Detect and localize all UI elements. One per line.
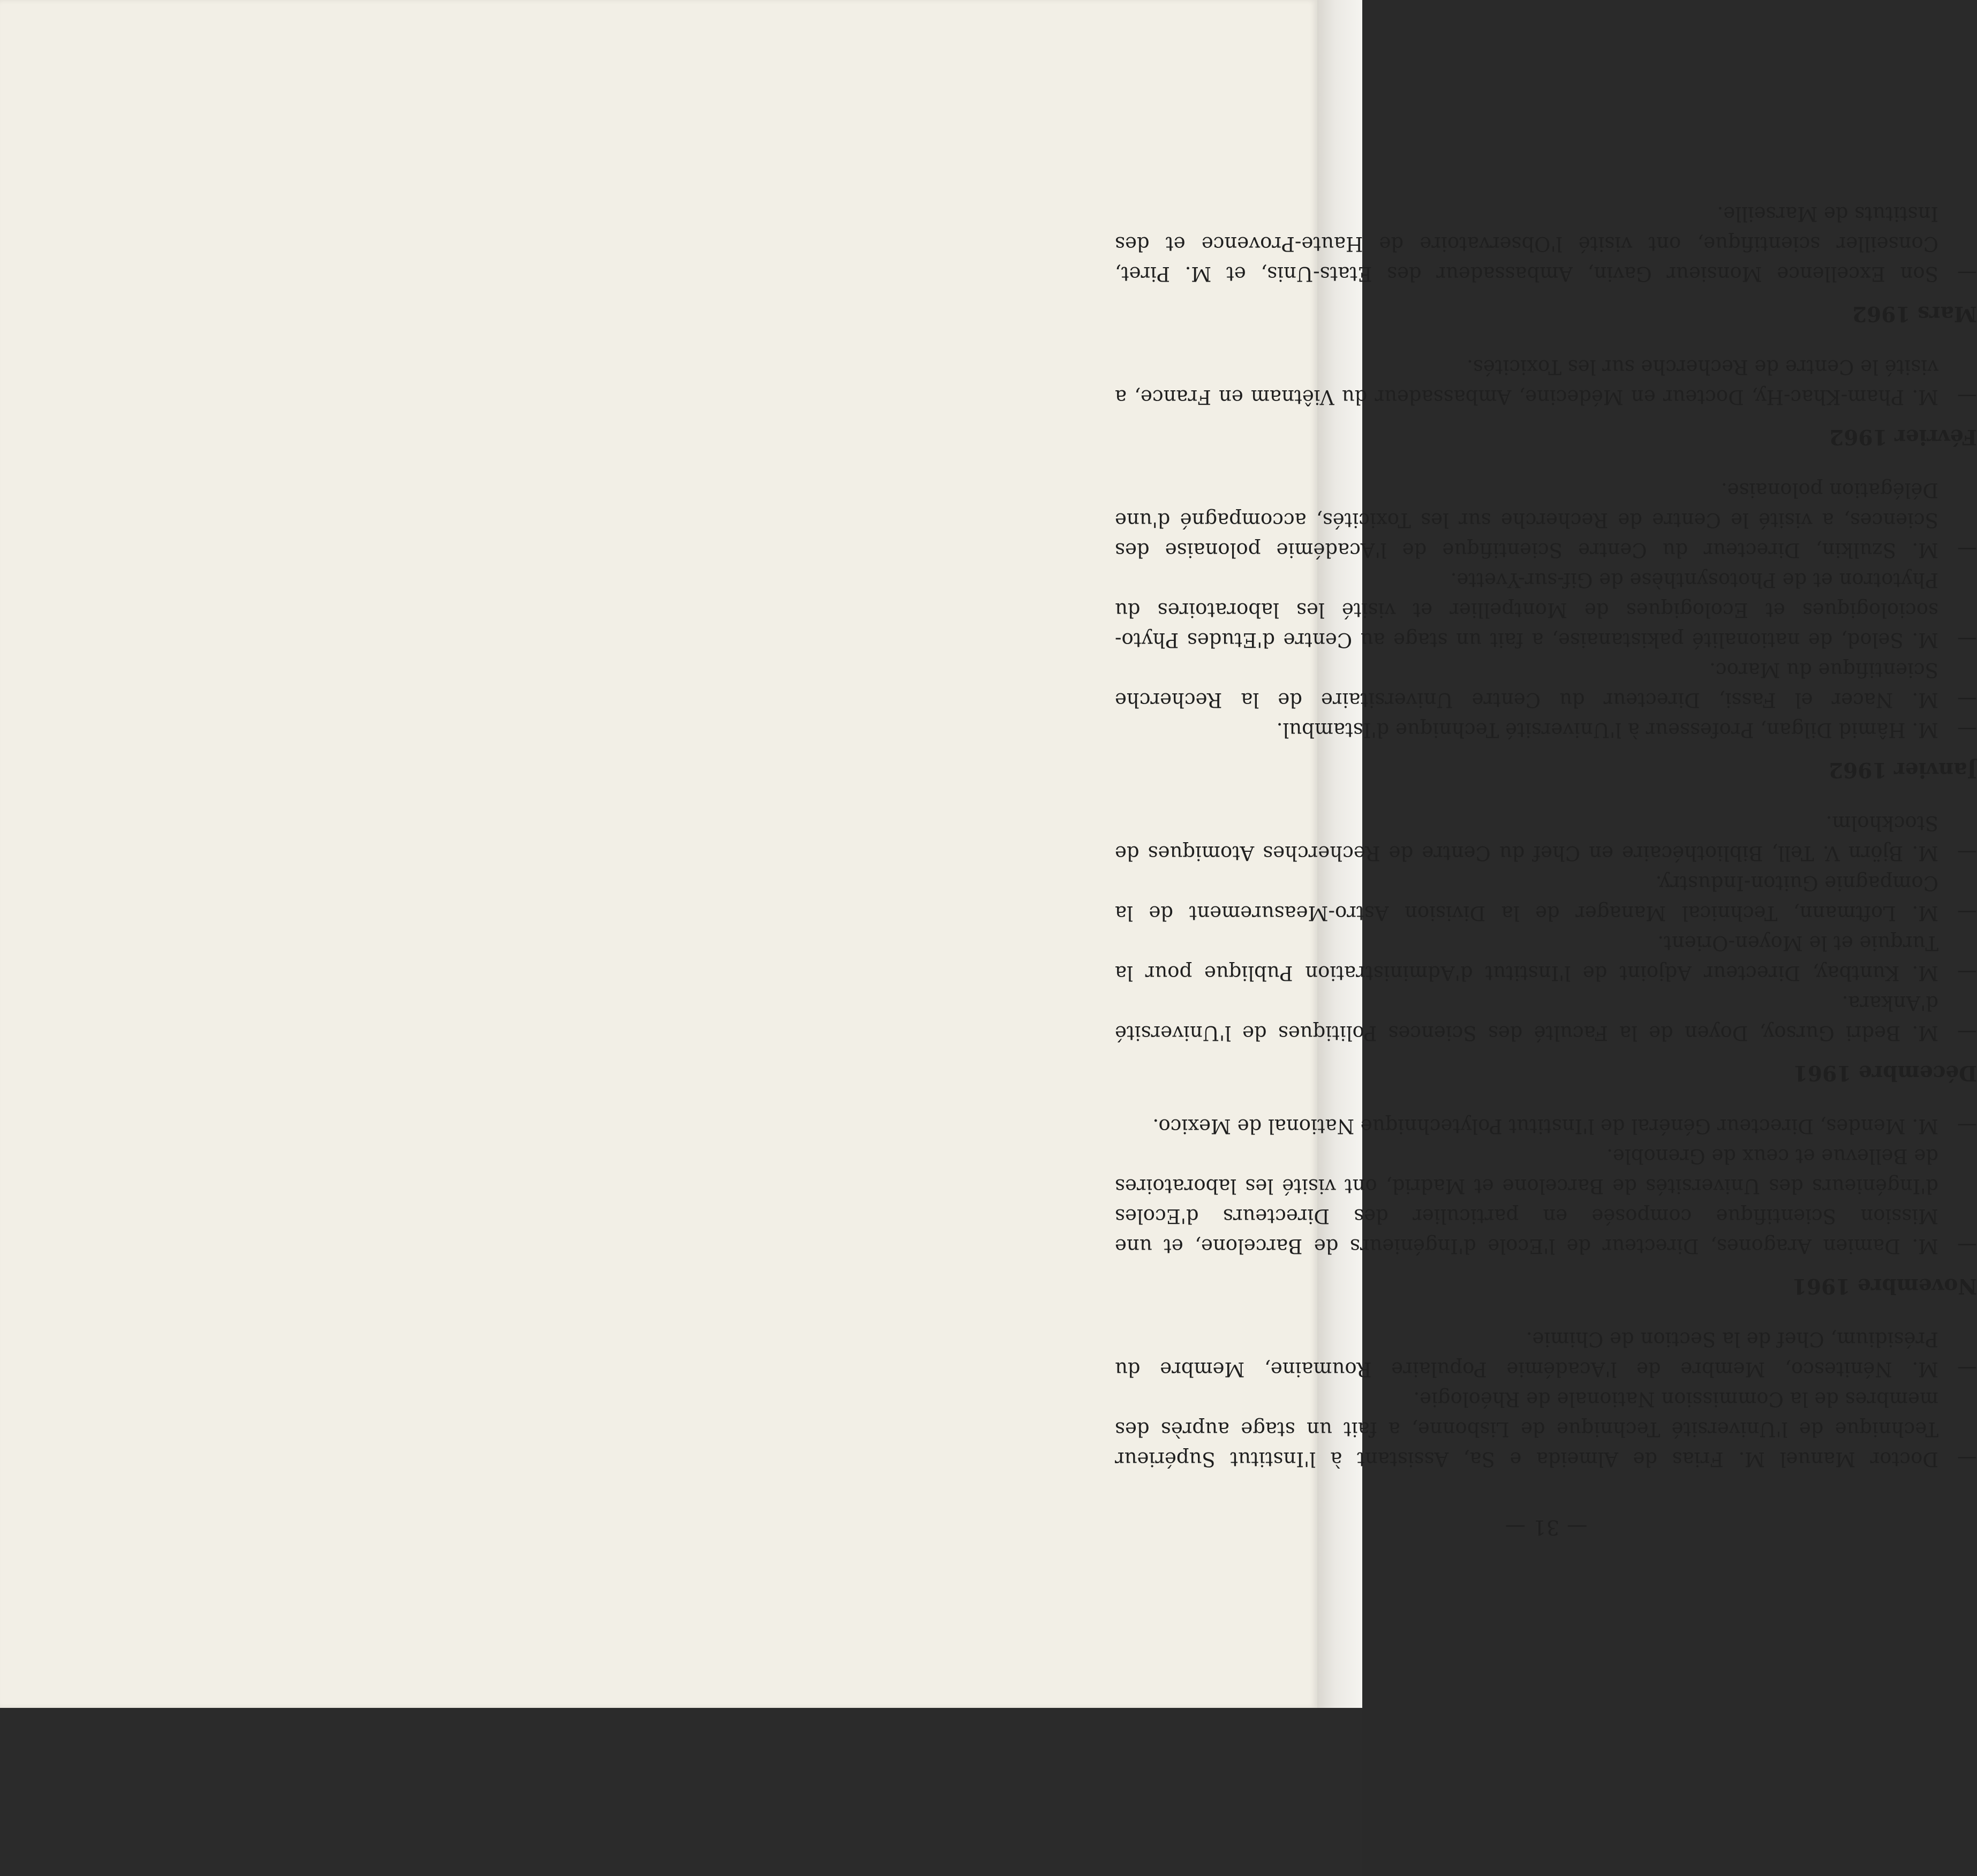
month-heading: Mars 1962 <box>1852 301 1977 326</box>
page-content <box>1115 199 1977 1539</box>
list-item: — M. Selod, de nationalité pakistanaise, a fait un stage au Centre d'Etudes Phyto-sociologiques et Ecologiques de Montpellier et visité les laboratoires du Phytotron et de Photosynthèse de Gif-sur-Yvette. <box>1115 569 1977 652</box>
entry-text: M. Nénitesco, Membre de l'Académie Populaire Roumaine, Membre du Présidium, Chef de la Section de Chimie. <box>1115 1328 1938 1381</box>
entry-text: M. Kuntbay, Directeur Adjoint de l'Institut d'Administration Publique pour la Turquie et le Moyen-Orient. <box>1115 932 1938 985</box>
list-item: — M. Nacer el Fassi, Directeur du Centre Universitaire de la Recherche Scientifique du Maroc. <box>1115 659 1977 712</box>
page-number: — 31 — <box>1504 1516 1588 1539</box>
entry-text: M. Björn V. Tell, Bibliothécaire en Chef du Centre de Recherches Atomiques de Stockholm. <box>1115 812 1938 865</box>
list-item: — M. Szulkin, Directeur du Centre Scientifique de l'Académie polonaise des Sciences, a visité le Centre de Recherche sur les Toxicités, accompagné d'une Délégation polonaise. <box>1115 479 1977 562</box>
list-item: — Doctor Manuel M. Frias de Almeida e Sa, Assistant à l'Institut Supérieur Technique de l'Université Technique de Lisbonne, a fait un stage auprès des membres de la Commission Nationale de Rhéologie. <box>1115 1388 1977 1471</box>
entry-text: M. Szulkin, Directeur du Centre Scientifique de l'Académie polonaise des Sciences, a visité le Centre de Recherche sur les Toxicités, accompagné d'une Délégation polonaise. <box>1115 479 1938 562</box>
list-item: — M. Pham-Khac-Hy, Docteur en Médecine, Ambassadeur du Viêtnam en France, a visité le Centre de Recherche sur les Toxicités. <box>1115 355 1977 409</box>
list-item: — Son Excellence Monsieur Gavin, Ambassadeur des Etats-Unis, et M. Piret, Conseiller scientifique, ont visité l'Observatoire de Haute-Provence et des Instituts de Marseille. <box>1115 202 1977 285</box>
month-heading: Novembre 1961 <box>1792 1274 1977 1298</box>
list-item: — M. Björn V. Tell, Bibliothécaire en Chef du Centre de Recherches Atomiques de Stockholm. <box>1115 812 1977 865</box>
list-item: — M. Loftmann, Technical Manager de la Division Astro-Measurement de la Compagnie Guiton-Industry. <box>1115 872 1977 925</box>
entry-text: Son Excellence Monsieur Gavin, Ambassadeur des Etats-Unis, et M. Piret, Conseiller scientifique, ont visité l'Observatoire de Haute-Provence et des Instituts de Marseille. <box>1115 202 1938 285</box>
month-heading: Janvier 1962 <box>1828 758 1977 782</box>
entry-text: M. Mendes, Directeur Général de l'Institut Polytechnique National de Mexico. <box>1152 1115 1938 1138</box>
list-item: — M. Bedri Gursoy, Doyen de la Faculté des Sciences Politiques de l'Université d'Ankara. <box>1115 992 1977 1045</box>
entry-text: M. Loftmann, Technical Manager de la Division Astro-Measurement de la Compagnie Guiton-Industry. <box>1115 872 1938 925</box>
list-item: — M. Nénitesco, Membre de l'Académie Populaire Roumaine, Membre du Présidium, Chef de la Section de Chimie. <box>1115 1328 1977 1381</box>
entry-text: M. Pham-Khac-Hy, Docteur en Médecine, Ambassadeur du Viêtnam en France, a visité le Centre de Recherche sur les Toxicités. <box>1115 355 1938 409</box>
entry-text: Doctor Manuel M. Frias de Almeida e Sa, Assistant à l'Institut Supérieur Technique de l'Université Technique de Lisbonne, a fait un stage auprès des membres de la Commission Nationale de Rhéologie. <box>1115 1388 1938 1471</box>
list-item: — M. Hâmid Dilgan, Professeur à l'Université Technique d'Istambul. <box>1276 718 1977 742</box>
entry-text: M. Hâmid Dilgan, Professeur à l'Université Technique d'Istambul. <box>1276 718 1938 742</box>
list-item: — M. Damien Aragones, Directeur de l'Ecole d'Ingénieurs de Barcelone, et une Mission Scientifique composée en particulier des Directeurs d'Ecoles d'Ingénieurs des Universités de Barcelone et Madrid, ont visité les laboratoires de Bellevue et ceux de Grenoble. <box>1115 1145 1977 1258</box>
entry-text: M. Bedri Gursoy, Doyen de la Faculté des Sciences Politiques de l'Université d'Ankara. <box>1115 992 1938 1045</box>
list-item: — M. Kuntbay, Directeur Adjoint de l'Institut d'Administration Publique pour la Turquie et le Moyen-Orient. <box>1115 932 1977 985</box>
entry-text: M. Damien Aragones, Directeur de l'Ecole d'Ingénieurs de Barcelone, et une Mission Scientifique composée en particulier des Directeurs d'Ecoles d'Ingénieurs des Universités de Barcelone et Madrid, ont visité les laboratoires de Bellevue et ceux de Grenoble. <box>1115 1145 1938 1258</box>
month-heading: Février 1962 <box>1829 425 1977 449</box>
month-heading: Décembre 1961 <box>1793 1061 1977 1085</box>
list-item: — M. Mendes, Directeur Général de l'Institut Polytechnique National de Mexico. <box>1152 1115 1977 1138</box>
entry-text: M. Nacer el Fassi, Directeur du Centre Universitaire de la Recherche Scientifique du Maroc. <box>1115 659 1938 712</box>
entry-text: M. Selod, de nationalité pakistanaise, a fait un stage au Centre d'Etudes Phyto-sociologiques et Ecologiques de Montpellier et visité les laboratoires du Phytotron et de Photosynthèse de Gif-sur-Yvette. <box>1115 569 1938 652</box>
